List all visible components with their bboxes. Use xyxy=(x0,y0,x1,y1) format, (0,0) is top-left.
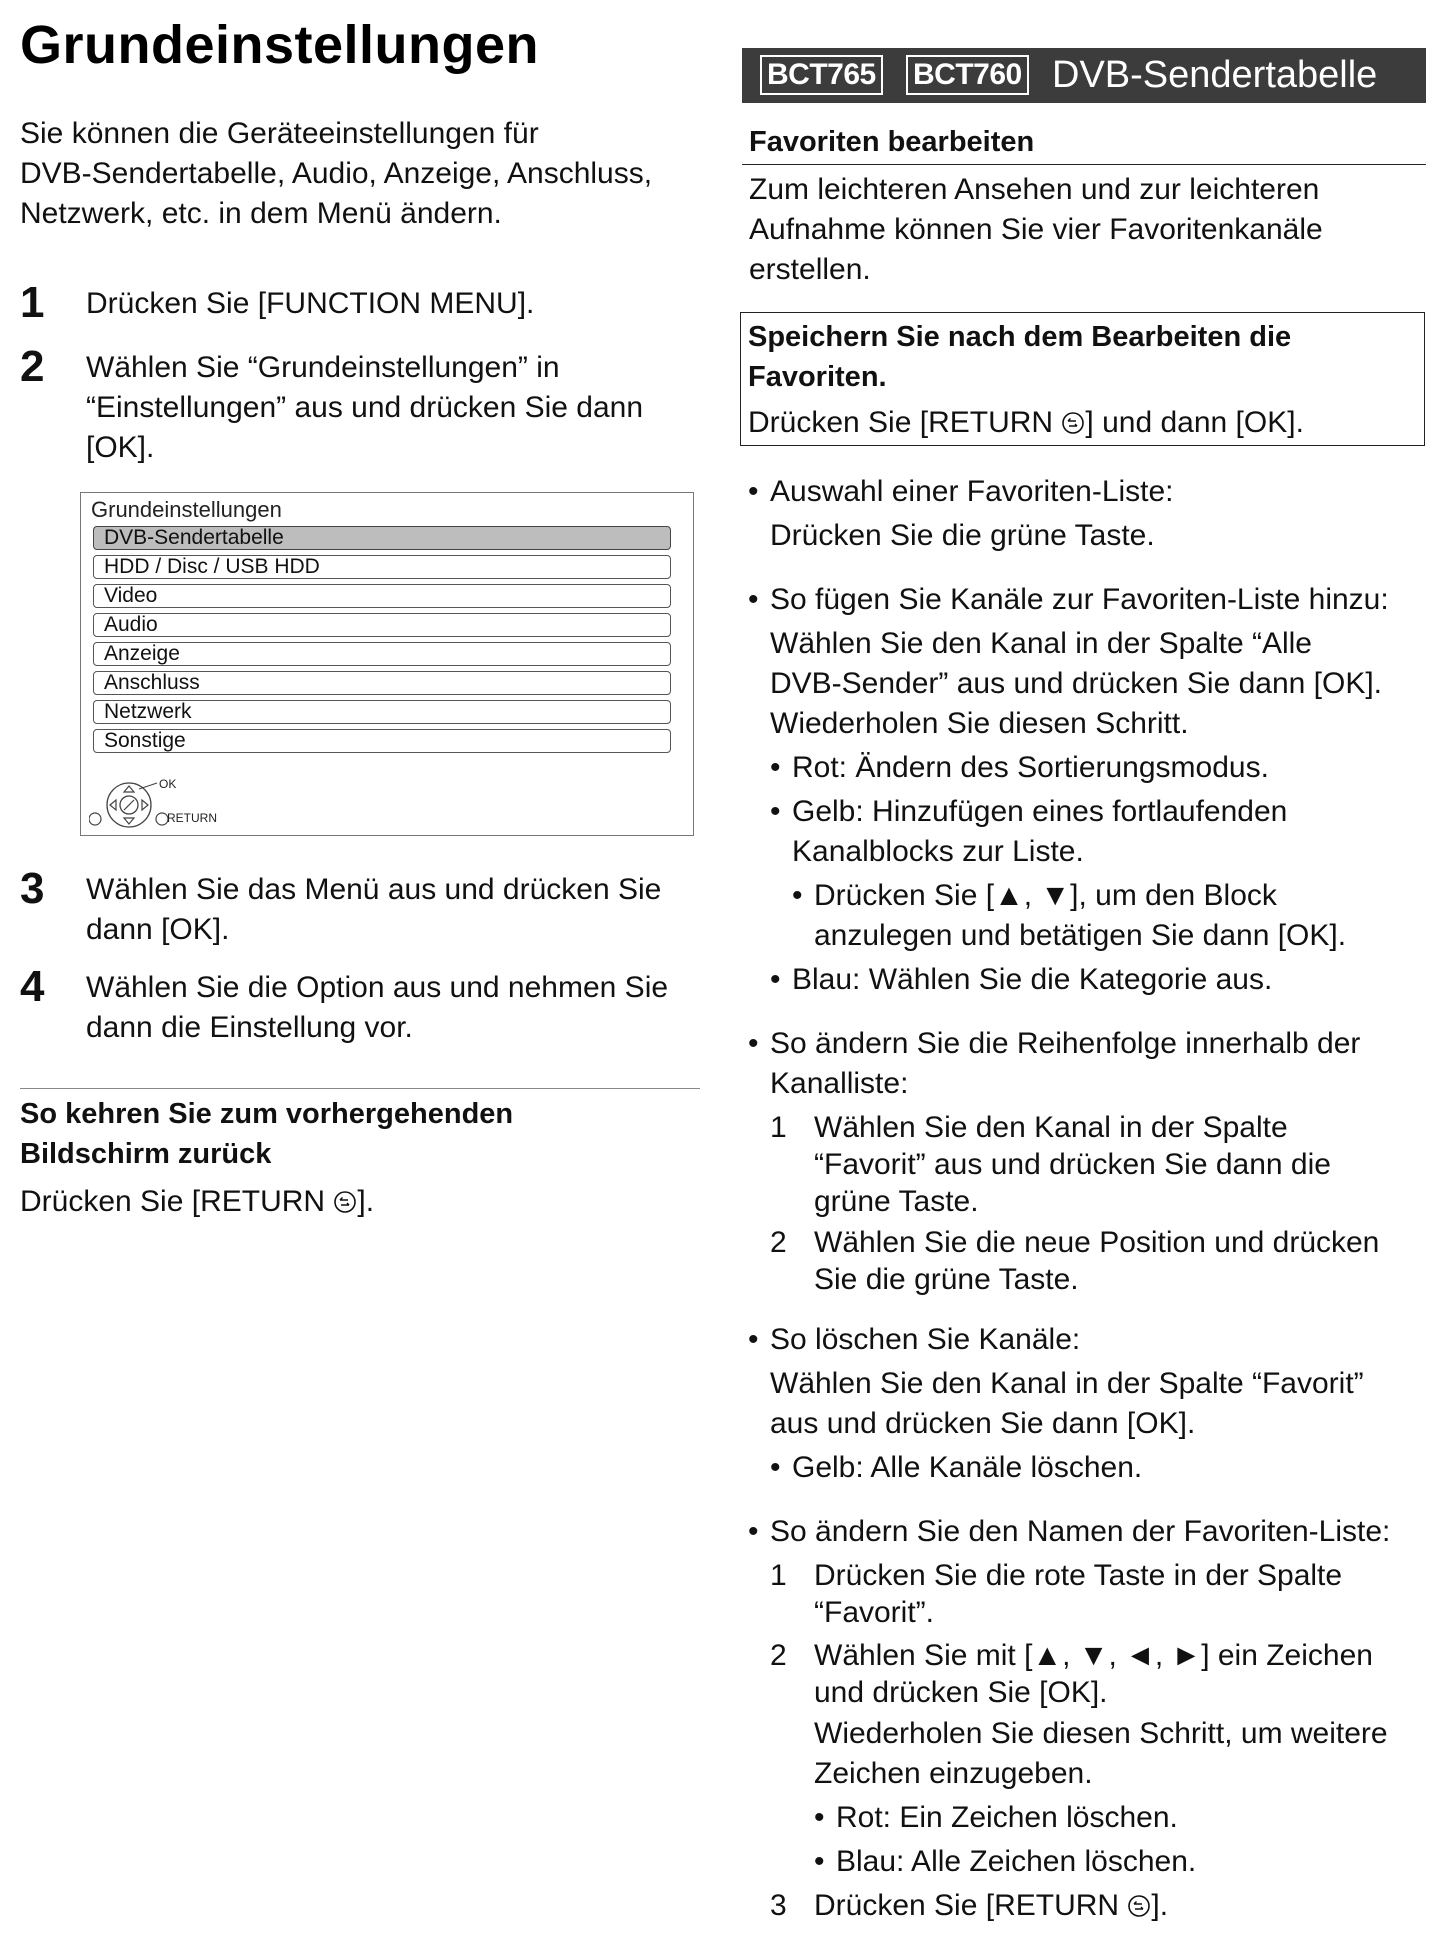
bullet-marker: • xyxy=(770,963,781,996)
section-banner xyxy=(742,48,1426,103)
sub-step-text: “Favorit”. xyxy=(814,1596,934,1629)
sub-step-text: “Favorit” aus und drücken Sie dann die xyxy=(814,1148,1331,1181)
intro-line: erstellen. xyxy=(749,253,871,286)
bullet-marker: • xyxy=(770,751,781,784)
bullet-text: Wiederholen Sie diesen Schritt. xyxy=(770,707,1189,740)
bullet-text: Auswahl einer Favoriten-Liste: xyxy=(770,475,1174,508)
sub-step-text: und drücken Sie [OK]. xyxy=(814,1676,1108,1709)
menu-item-anzeige[interactable]: Anzeige xyxy=(93,642,671,666)
step-number: 4 xyxy=(20,962,45,1011)
intro-text xyxy=(20,114,700,234)
remote-dpad-icon xyxy=(89,779,169,833)
intro-line: Aufnahme können Sie vier Favoritenkanäle xyxy=(749,213,1323,246)
bullet-text: aus und drücken Sie dann [OK]. xyxy=(770,1407,1196,1440)
intro-line: DVB-Sendertabelle, Audio, Anzeige, Anschluss, xyxy=(20,157,653,190)
ok-label: OK xyxy=(159,777,177,791)
return-icon xyxy=(1127,1894,1151,1918)
sub-bullet-text: Gelb: Hinzufügen eines fortlaufenden xyxy=(792,795,1288,828)
menu-item-audio[interactable]: Audio xyxy=(93,613,671,637)
model-badge-bct760: BCT760 xyxy=(906,55,1029,95)
bullet-text: So ändern Sie den Namen der Favoriten-Liste: xyxy=(770,1515,1391,1548)
bullet-marker: • xyxy=(792,879,803,912)
bullet-text: So ändern Sie die Reihenfolge innerhalb der xyxy=(770,1027,1361,1060)
sub-step-text xyxy=(814,1886,1168,1926)
return-icon xyxy=(1061,411,1085,435)
menu-title: Grundeinstellungen xyxy=(91,497,282,522)
step3-text: Drücken Sie [RETURN xyxy=(814,1889,1120,1922)
heading-line: Bildschirm zurück xyxy=(20,1138,272,1170)
menu-item-video[interactable]: Video xyxy=(93,584,671,608)
heading-line: Speichern Sie nach dem Bearbeiten die xyxy=(748,321,1292,353)
step-text: Drücken Sie [FUNCTION MENU]. xyxy=(86,287,535,320)
bullet-marker: • xyxy=(748,1323,759,1356)
return-text-end: ]. xyxy=(357,1185,375,1218)
sub-bullet-text: Kanalblocks zur Liste. xyxy=(792,835,1084,868)
bullet-text: Wählen Sie den Kanal in der Spalte “Favorit” xyxy=(770,1367,1364,1400)
menu-item-netzwerk[interactable]: Netzwerk xyxy=(93,700,671,724)
step-text: [OK]. xyxy=(86,431,155,464)
bullet-text: Drücken Sie die grüne Taste. xyxy=(770,519,1155,552)
sub-sub-bullet-text: anzulegen und betätigen Sie dann [OK]. xyxy=(814,919,1347,952)
note-heading xyxy=(748,317,1408,397)
bullet-text: Wählen Sie den Kanal in der Spalte “Alle xyxy=(770,627,1312,660)
step-number: 2 xyxy=(20,342,45,391)
favorites-heading: Favoriten bearbeiten xyxy=(749,126,1035,158)
bullet-marker: • xyxy=(814,1845,825,1878)
step-text: “Einstellungen” aus und drücken Sie dann xyxy=(86,391,644,424)
sub-step-number: 2 xyxy=(770,1226,787,1259)
bullet-text: So löschen Sie Kanäle: xyxy=(770,1323,1081,1356)
bullet-marker: • xyxy=(770,795,781,828)
return-text: Drücken Sie [RETURN xyxy=(20,1185,326,1218)
sub-step-text: Wählen Sie den Kanal in der Spalte xyxy=(814,1111,1288,1144)
step-text: dann die Einstellung vor. xyxy=(86,1011,413,1044)
intro-line: Netzwerk, etc. in dem Menü ändern. xyxy=(20,197,502,230)
bullet-marker: • xyxy=(814,1801,825,1834)
sub-bullet-text: Gelb: Alle Kanäle löschen. xyxy=(792,1451,1143,1484)
menu-item-sonstige[interactable]: Sonstige xyxy=(93,729,671,753)
sub-step-text: Wählen Sie die neue Position und drücken xyxy=(814,1226,1380,1259)
sub-bullet-text: Rot: Ein Zeichen löschen. xyxy=(836,1801,1178,1834)
sub-step-text: Sie die grüne Taste. xyxy=(814,1263,1079,1296)
heading-line: So kehren Sie zum vorhergehenden xyxy=(20,1098,514,1130)
sub-step-text: Wählen Sie mit [▲, ▼, ◄, ►] ein Zeichen xyxy=(814,1639,1373,1672)
note-text xyxy=(748,403,1408,443)
return-icon xyxy=(333,1190,357,1214)
favorites-intro xyxy=(749,170,1429,290)
sub-bullet-text: Rot: Ändern des Sortierungsmodus. xyxy=(792,751,1269,784)
sub-step-text: Drücken Sie die rote Taste in der Spalte xyxy=(814,1559,1343,1592)
bullet-marker: • xyxy=(748,475,759,508)
note-text-end: ] und dann [OK]. xyxy=(1085,406,1304,439)
bullet-text: DVB-Sender” aus und drücken Sie dann [OK]. xyxy=(770,667,1383,700)
sub-step-number: 1 xyxy=(770,1559,787,1592)
heading-underline xyxy=(742,164,1426,165)
sub-step-number: 2 xyxy=(770,1639,787,1672)
sub-step-text: grüne Taste. xyxy=(814,1185,979,1218)
bullet-text: So fügen Sie Kanäle zur Favoriten-Liste hinzu: xyxy=(770,583,1389,616)
sub-bullet-text: Blau: Wählen Sie die Kategorie aus. xyxy=(792,963,1273,996)
sub-step-text: Wiederholen Sie diesen Schritt, um weitere xyxy=(814,1717,1388,1750)
page-title: Grundeinstellungen xyxy=(20,15,540,75)
save-note-box xyxy=(740,312,1425,446)
settings-menu-illustration xyxy=(80,492,694,836)
sub-step-number: 1 xyxy=(770,1111,787,1144)
note-text-start: Drücken Sie [RETURN xyxy=(748,406,1054,439)
intro-line: Sie können die Geräteeinstellungen für xyxy=(20,117,539,150)
bullet-marker: • xyxy=(748,583,759,616)
section-divider xyxy=(20,1088,700,1089)
step-text: Wählen Sie “Grundeinstellungen” in xyxy=(86,351,560,384)
model-badge-bct765: BCT765 xyxy=(760,55,883,95)
menu-item-dvb-sendertabelle[interactable]: DVB-Sendertabelle xyxy=(93,526,671,550)
intro-line: Zum leichteren Ansehen und zur leichteren xyxy=(749,173,1320,206)
banner-title: DVB-Sendertabelle xyxy=(1052,54,1378,96)
sub-step-text: Zeichen einzugeben. xyxy=(814,1757,1093,1790)
step-text: dann [OK]. xyxy=(86,913,230,946)
bullet-marker: • xyxy=(770,1451,781,1484)
menu-item-hdd-disc-usb[interactable]: HDD / Disc / USB HDD xyxy=(93,555,671,579)
step-number: 1 xyxy=(20,278,45,327)
bullet-marker: • xyxy=(748,1515,759,1548)
heading-line: Favoriten. xyxy=(748,361,887,393)
step-text: Wählen Sie das Menü aus und drücken Sie xyxy=(86,873,662,906)
bullet-text: Kanalliste: xyxy=(770,1067,909,1100)
sub-step-number: 3 xyxy=(770,1889,787,1922)
sub-sub-bullet-text: Drücken Sie [▲, ▼], um den Block xyxy=(814,879,1277,912)
return-instruction xyxy=(20,1182,700,1222)
sub-bullet-text: Blau: Alle Zeichen löschen. xyxy=(836,1845,1197,1878)
step3-text-end: ]. xyxy=(1151,1889,1169,1922)
bullet-marker: • xyxy=(748,1027,759,1060)
menu-item-anschluss[interactable]: Anschluss xyxy=(93,671,671,695)
return-label: RETURN xyxy=(167,811,217,825)
step-text: Wählen Sie die Option aus und nehmen Sie xyxy=(86,971,669,1004)
step-number: 3 xyxy=(20,864,45,913)
return-heading xyxy=(20,1094,700,1174)
